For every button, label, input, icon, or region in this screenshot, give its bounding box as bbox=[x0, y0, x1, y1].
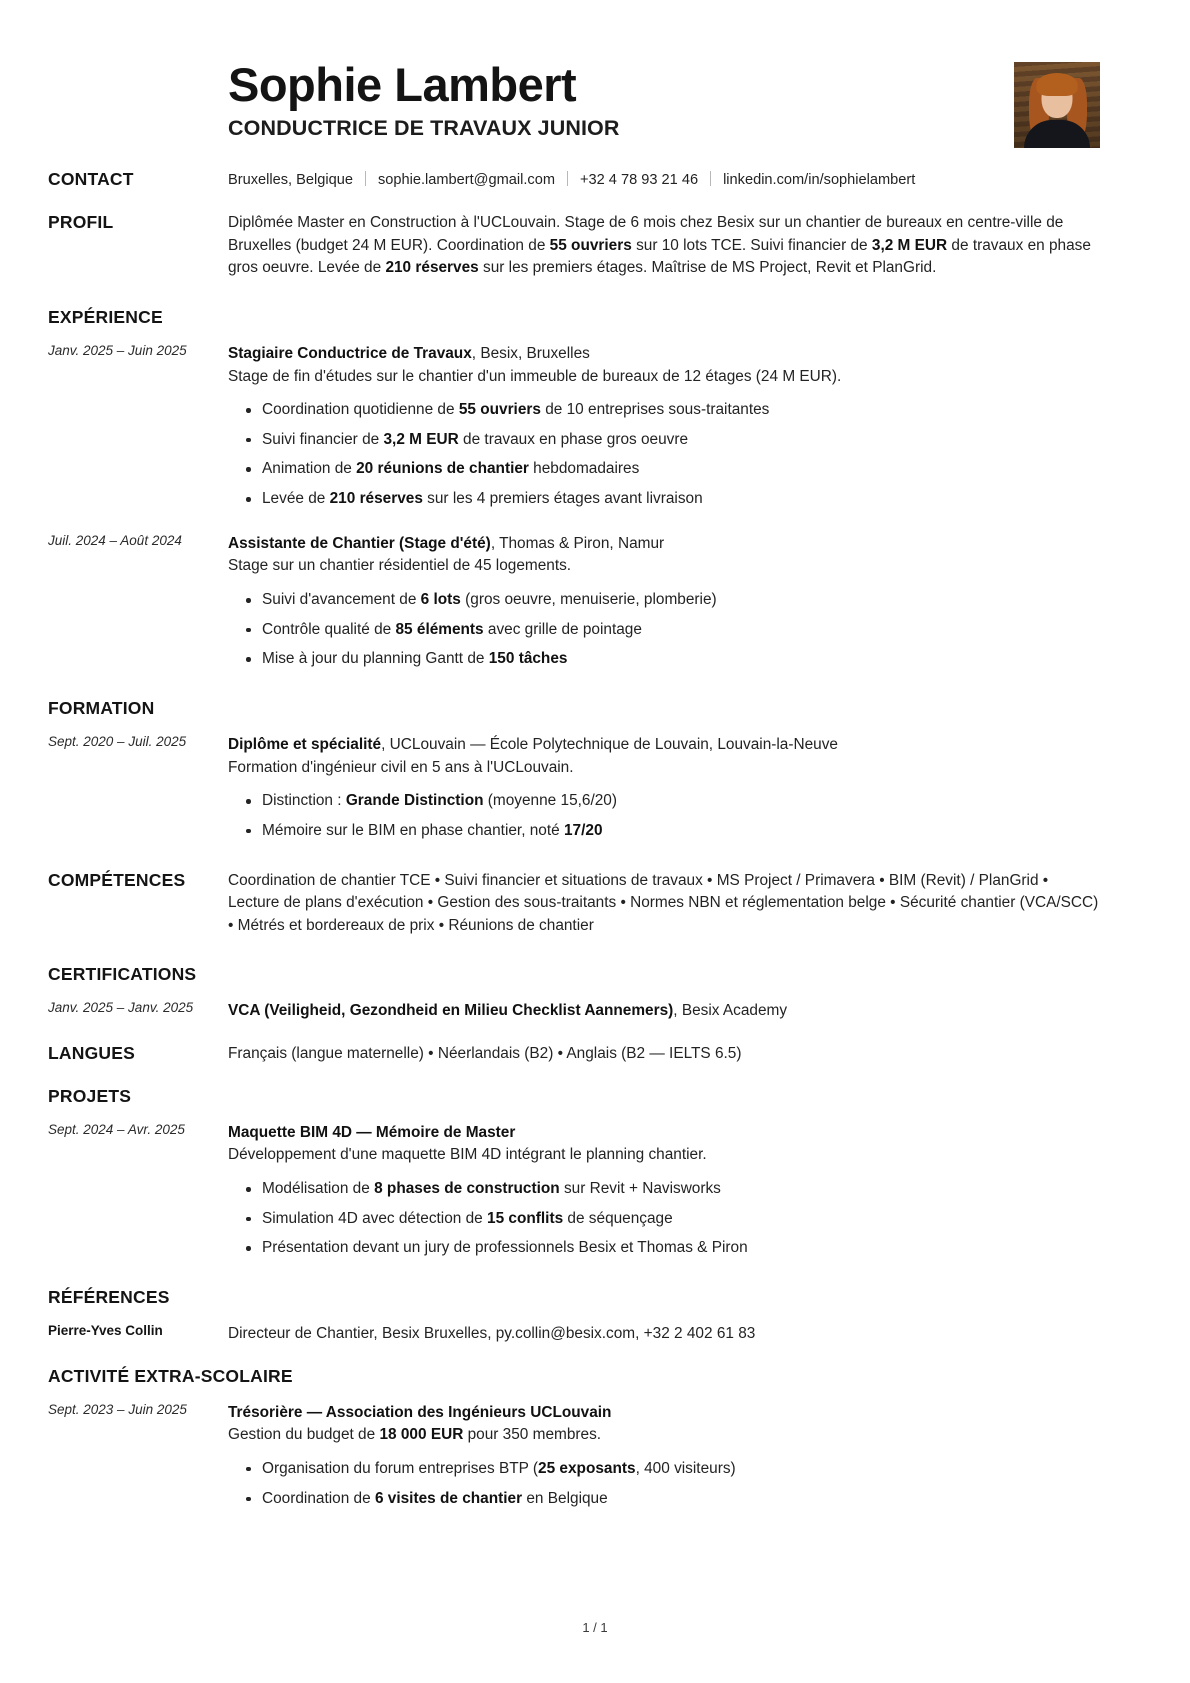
section-label-certifications: CERTIFICATIONS bbox=[48, 964, 197, 985]
experience-entries bbox=[48, 343, 1100, 671]
entry-date-column bbox=[48, 1122, 228, 1137]
contact-line bbox=[228, 169, 1100, 188]
entry-date: Janv. 2025 – Juin 2025 bbox=[48, 342, 187, 358]
page-title: Sophie Lambert bbox=[228, 58, 577, 111]
section-langues bbox=[48, 1043, 1100, 1066]
section-label-extra-scolaire: ACTIVITÉ EXTRA-SCOLAIRE bbox=[48, 1365, 293, 1386]
entry-row bbox=[48, 1402, 1100, 1511]
list-item: Distinction : Grande Distinction (moyenne 15,6/20) bbox=[262, 790, 1100, 813]
entry-row bbox=[48, 533, 1100, 671]
list-item: Coordination de 6 visites de chantier en Belgique bbox=[262, 1488, 1100, 1511]
entry-bullet-list bbox=[228, 1178, 1100, 1260]
contact-divider-icon bbox=[710, 171, 711, 186]
entry-title: Assistante de Chantier (Stage d'été), Thomas & Piron, Namur bbox=[228, 534, 665, 552]
list-item: Simulation 4D avec détection de 15 conflits de séquençage bbox=[262, 1208, 1100, 1231]
entry-date-column bbox=[48, 1402, 228, 1417]
section-label-contact: CONTACT bbox=[48, 169, 134, 189]
list-item: Modélisation de 8 phases de construction sur Revit + Navisworks bbox=[262, 1178, 1100, 1201]
entry-title: Maquette BIM 4D — Mémoire de Master bbox=[228, 1123, 516, 1141]
entry-description: Développement d'une maquette BIM 4D intégrant le planning chantier. bbox=[228, 1146, 707, 1164]
section-competences bbox=[48, 870, 1100, 938]
section-label-profil: PROFIL bbox=[48, 212, 114, 232]
contact-divider-icon bbox=[365, 171, 366, 186]
entry-content bbox=[228, 533, 1100, 671]
avatar-hair-top bbox=[1037, 73, 1078, 96]
entry-date: Juil. 2024 – Août 2024 bbox=[48, 532, 182, 548]
entry-row bbox=[48, 1122, 1100, 1260]
entry-description: Stage sur un chantier résidentiel de 45 logements. bbox=[228, 557, 572, 575]
entry-date: Sept. 2023 – Juin 2025 bbox=[48, 1401, 187, 1417]
page-indicator: 1 / 1 bbox=[582, 1620, 608, 1635]
entry-title: VCA (Veiligheid, Gezondheid en Milieu Checklist Aannemers), Besix Academy bbox=[228, 1002, 788, 1020]
section-projets bbox=[48, 1086, 1100, 1260]
entry-content bbox=[228, 343, 1100, 511]
entry-date: Sept. 2020 – Juil. 2025 bbox=[48, 733, 187, 749]
section-label-projets: PROJETS bbox=[48, 1085, 132, 1106]
section-label-langues: LANGUES bbox=[48, 1043, 135, 1064]
entry-date: Janv. 2025 – Janv. 2025 bbox=[48, 1000, 194, 1016]
entry-date-column bbox=[48, 343, 228, 358]
section-label-competences: COMPÉTENCES bbox=[48, 869, 186, 890]
list-item: Coordination quotidienne de 55 ouvriers de 10 entreprises sous-traitantes bbox=[262, 399, 1100, 422]
formation-entries bbox=[48, 734, 1100, 843]
resume-header bbox=[48, 60, 1100, 148]
section-label-experience: EXPÉRIENCE bbox=[48, 306, 163, 327]
section-contact bbox=[48, 169, 1100, 190]
list-item: Animation de 20 réunions de chantier hebdomadaires bbox=[262, 458, 1100, 481]
entry-content bbox=[228, 1402, 1100, 1511]
entry-bullet-list bbox=[228, 1458, 1100, 1510]
list-item: Suivi financier de 3,2 M EUR de travaux en phase gros oeuvre bbox=[262, 429, 1100, 452]
reference-detail-column bbox=[228, 1323, 1100, 1346]
section-profil bbox=[48, 212, 1100, 280]
entry-bullet-list bbox=[228, 399, 1100, 511]
profil-text: Diplômée Master en Construction à l'UCLouvain. Stage de 6 mois chez Besix sur un chantier de bureaux en centre-ville de Bruxelles (budget 24 M EUR). Coordination de 55 ouvriers sur 10 lots TCE. Suivi financier de 3,2 M EUR de travaux en phase gros oeuvre. Levée de 210 réserves sur les premiers étages. Maîtrise de MS Project, Revit et PlanGrid. bbox=[228, 214, 1091, 277]
contact-linkedin[interactable]: linkedin.com/in/sophielambert bbox=[723, 172, 916, 188]
contact-divider-icon bbox=[567, 171, 568, 186]
entry-description: Gestion du budget de 18 000 EUR pour 350 membres. bbox=[228, 1426, 602, 1444]
entry-title: Diplôme et spécialité, UCLouvain — École Polytechnique de Louvain, Louvain-la-Neuve bbox=[228, 735, 838, 753]
section-formation bbox=[48, 698, 1100, 843]
competences-text: Coordination de chantier TCE • Suivi financier et situations de travaux • MS Project / Primavera • BIM (Revit) / PlanGrid • Lecture de plans d'exécution • Gestion des sous-traitants • Normes NBN et réglementation belge • Sécurité chantier (VCA/SCC) • Métrés et bordereaux de prix • Réunions de chantier bbox=[228, 871, 1099, 934]
reference-name-column bbox=[48, 1323, 228, 1338]
entry-date: Sept. 2024 – Avr. 2025 bbox=[48, 1121, 185, 1137]
list-item: Organisation du forum entreprises BTP (25 exposants, 400 visiteurs) bbox=[262, 1458, 1100, 1481]
entry-date-column bbox=[48, 1000, 228, 1015]
extra-entries bbox=[48, 1402, 1100, 1511]
entry-content bbox=[228, 734, 1100, 843]
entry-row bbox=[48, 734, 1100, 843]
header-text-block bbox=[228, 60, 1014, 141]
entry-title: Stagiaire Conductrice de Travaux, Besix, Bruxelles bbox=[228, 344, 590, 362]
contact-location: Bruxelles, Belgique bbox=[228, 172, 353, 188]
list-item: Suivi d'avancement de 6 lots (gros oeuvre, menuiserie, plomberie) bbox=[262, 589, 1100, 612]
page-footer bbox=[0, 1620, 1190, 1635]
job-title-subtitle: CONDUCTRICE DE TRAVAUX JUNIOR bbox=[228, 115, 620, 140]
contact-phone[interactable]: +32 4 78 93 21 46 bbox=[579, 172, 699, 188]
reference-row bbox=[48, 1323, 1100, 1346]
entry-description: Stage de fin d'études sur le chantier d'un immeuble de bureaux de 12 étages (24 M EUR). bbox=[228, 367, 842, 385]
entry-date-column bbox=[48, 734, 228, 749]
list-item: Levée de 210 réserves sur les 4 premiers étages avant livraison bbox=[262, 488, 1100, 511]
section-label-formation: FORMATION bbox=[48, 697, 155, 718]
section-label-references: RÉFÉRENCES bbox=[48, 1286, 170, 1307]
entry-content bbox=[228, 1122, 1100, 1260]
entry-bullet-list bbox=[228, 790, 1100, 842]
reference-detail: Directeur de Chantier, Besix Bruxelles, py.collin@besix.com, +32 2 402 61 83 bbox=[228, 1324, 756, 1342]
list-item: Contrôle qualité de 85 éléments avec grille de pointage bbox=[262, 619, 1100, 642]
entry-title: Trésorière — Association des Ingénieurs UCLouvain bbox=[228, 1403, 612, 1421]
entry-date-column bbox=[48, 533, 228, 548]
projets-entries bbox=[48, 1122, 1100, 1260]
entry-bullet-list bbox=[228, 589, 1100, 671]
entry-content bbox=[228, 1000, 1100, 1023]
list-item: Présentation devant un jury de professionnels Besix et Thomas & Piron bbox=[262, 1237, 1100, 1260]
list-item: Mémoire sur le BIM en phase chantier, noté 17/20 bbox=[262, 820, 1100, 843]
section-extra-scolaire bbox=[48, 1366, 1100, 1511]
entry-row bbox=[48, 1000, 1100, 1023]
contact-email[interactable]: sophie.lambert@gmail.com bbox=[377, 172, 555, 188]
langues-text: Français (langue maternelle) • Néerlandais (B2) • Anglais (B2 — IELTS 6.5) bbox=[228, 1045, 742, 1063]
entry-description: Formation d'ingénieur civil en 5 ans à l'UCLouvain. bbox=[228, 758, 574, 776]
references-entries bbox=[48, 1323, 1100, 1346]
avatar bbox=[1014, 62, 1100, 148]
reference-name: Pierre-Yves Collin bbox=[48, 1322, 163, 1338]
entry-row bbox=[48, 343, 1100, 511]
section-experience bbox=[48, 307, 1100, 671]
section-certifications bbox=[48, 964, 1100, 1023]
section-references bbox=[48, 1287, 1100, 1346]
certifications-entries bbox=[48, 1000, 1100, 1023]
list-item: Mise à jour du planning Gantt de 150 tâches bbox=[262, 648, 1100, 671]
